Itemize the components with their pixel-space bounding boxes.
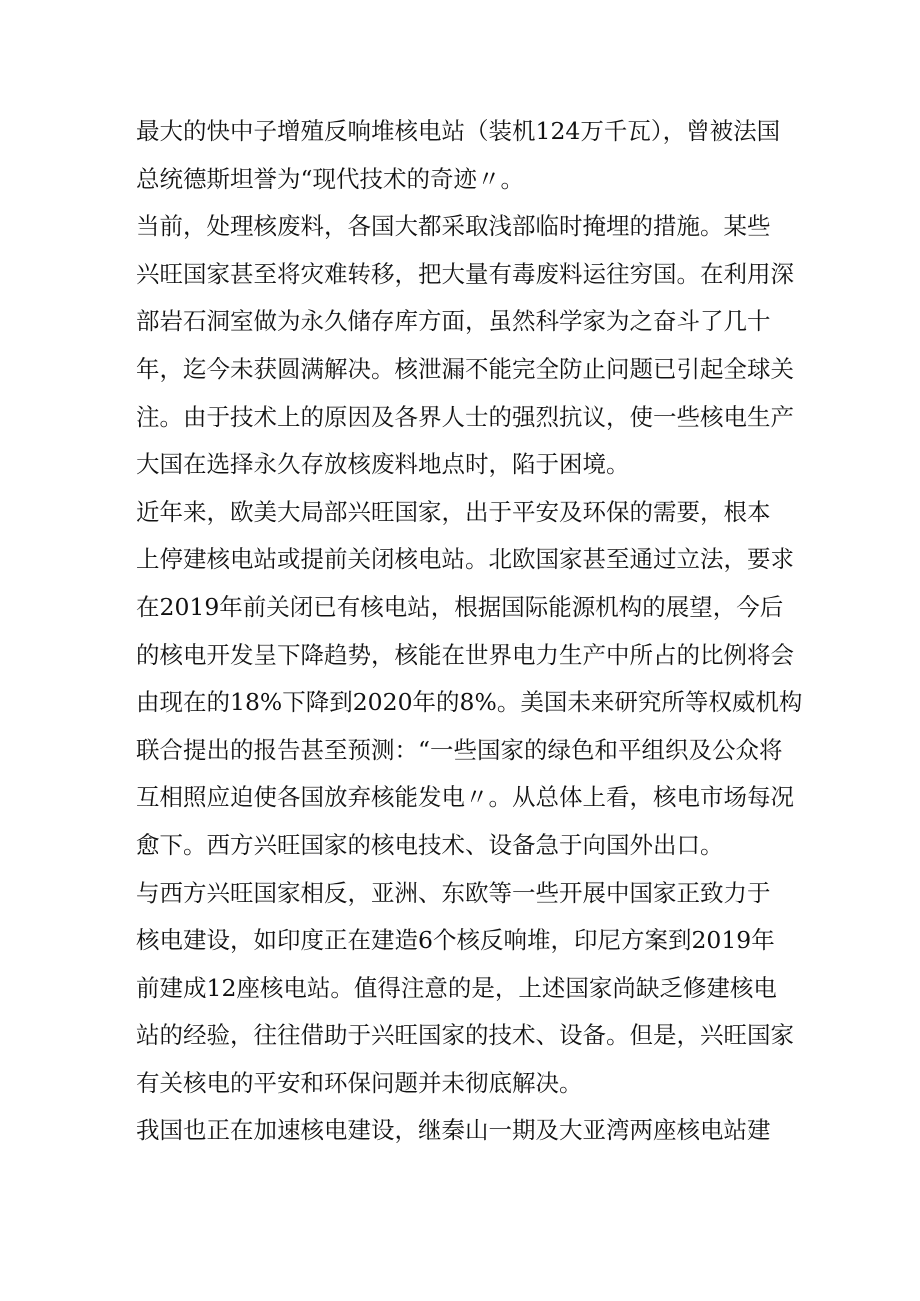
text-line: 部岩石洞室做为永久储存库方面，虽然科学家为之奋斗了几十 xyxy=(136,307,771,336)
text-line: 站的经验，往往借助于兴旺国家的技术、设备。但是，兴旺国家 xyxy=(136,1021,794,1050)
text-line: 我国也正在加速核电建设，继秦山一期及大亚湾两座核电站建 xyxy=(136,1116,771,1145)
text-line: 由现在的18%下降到2020年的8%。美国未来研究所等权威机构 xyxy=(136,688,803,717)
text-line: 上停建核电站或提前关闭核电站。北欧国家甚至通过立法，要求 xyxy=(136,545,794,574)
text-line: 联合提出的报告甚至预测：“一些国家的绿色和平组织及公众将 xyxy=(136,735,783,764)
text-line: 总统德斯坦誉为“现代技术的奇迹〃。 xyxy=(136,164,525,193)
text-line: 的核电开发呈下降趋势，核能在世界电力生产中所占的比例将会 xyxy=(136,640,794,669)
text-line: 有关核电的平安和环保问题并未彻底解决。 xyxy=(136,1068,583,1097)
text-line: 前建成12座核电站。值得注意的是，上述国家尚缺乏修建核电 xyxy=(136,973,777,1002)
text-line: 近年来，欧美大局部兴旺国家，出于平安及环保的需要，根本 xyxy=(136,497,771,526)
text-line: 大国在选择永久存放核废料地点时，陷于困境。 xyxy=(136,450,630,479)
text-line: 在2019年前关闭已有核电站，根据国际能源机构的展望，今后 xyxy=(136,592,784,621)
text-line: 兴旺国家甚至将灾难转移，把大量有毒废料运往穷国。在利用深 xyxy=(136,259,794,288)
text-line: 愈下。西方兴旺国家的核电技术、设备急于向国外出口。 xyxy=(136,830,724,859)
text-line: 互相照应迫使各国放弃核能发电〃。从总体上看，核电市场每况 xyxy=(136,783,794,812)
text-line: 与西方兴旺国家相反，亚洲、东欧等一些开展中国家正致力于 xyxy=(136,878,771,907)
text-line: 核电建设，如印度正在建造6个核反响堆，印尼方案到2019年 xyxy=(136,926,775,955)
text-line: 注。由于技术上的原因及各界人士的强烈抗议，使一些核电生产 xyxy=(136,402,794,431)
text-line: 最大的快中子增殖反响堆核电站（装机124万千瓦），曾被法国 xyxy=(136,117,781,145)
text-line: 当前，处理核废料，各国大都采取浅部临时掩埋的措施。某些 xyxy=(136,212,771,241)
text-line: 年，迄今未获圆满解决。核泄漏不能完全防止问题已引起全球关 xyxy=(136,354,794,383)
body-text xyxy=(136,108,803,1155)
